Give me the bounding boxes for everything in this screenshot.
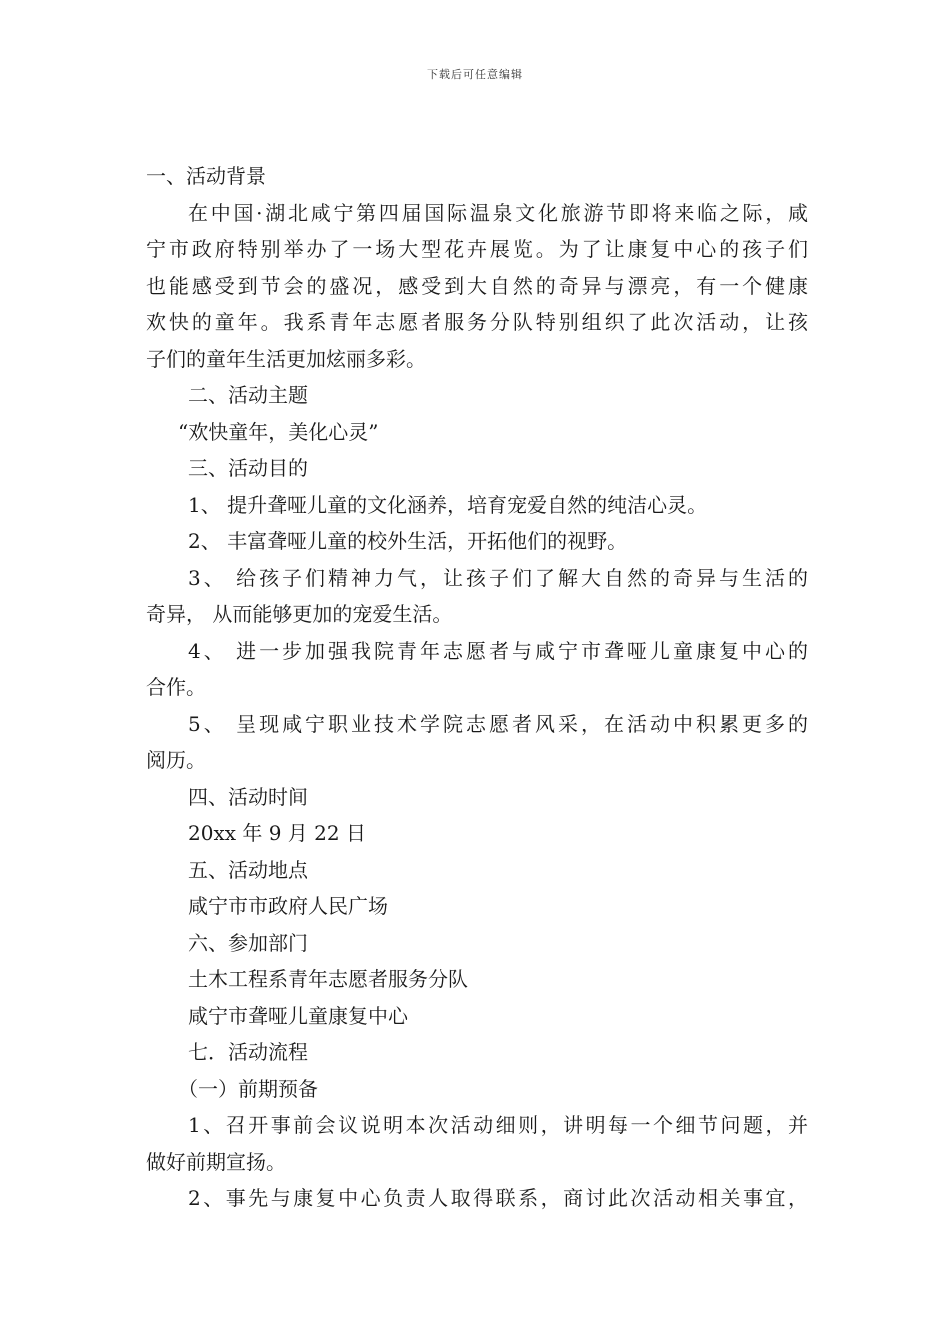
goal-item-3 [146,560,808,633]
goal-item-5 [146,706,808,779]
section-6-title: 六、参加部门 [188,930,308,955]
activity-location: 咸宁市市政府人民广场 [188,894,388,918]
page-header-note: 下载后可任意编辑 [427,68,523,81]
section-3-title: 三、活动目的 [188,456,308,480]
paragraph-line: 子们的童年生活更加炫丽多彩。 [146,346,426,371]
paragraph-line: 3、 给孩子们精神力气，让孩子们了解大自然的奇异与生活的 [188,565,808,590]
section-4-title: 四、活动时间 [188,784,308,809]
goal-item-4 [146,633,808,706]
activity-date: 20xx 年 9 月 22 日 [188,821,366,845]
document-body [146,158,808,1217]
activity-theme: “欢快童年，美化心灵” [178,419,379,444]
paragraph-line: 欢快的童年。我系青年志愿者服务分队特别组织了此次活动，让孩 [146,310,808,334]
prep-step-2 [146,1180,808,1217]
prep-step-1 [146,1107,808,1180]
section-7-title: 七．活动流程 [188,1040,308,1064]
paragraph-line: 5、 呈现咸宁职业技术学院志愿者风采，在活动中积累更多的 [188,711,808,736]
participating-dept-1: 土木工程系青年志愿者服务分队 [188,967,468,991]
section-1-title: 一、活动背景 [146,164,266,188]
paragraph-line: 合作。 [146,675,206,699]
section-1-paragraph [146,195,808,378]
paragraph-line: 1、召开事前会议说明本次活动细则，讲明每一个细节问题，并 [188,1113,808,1137]
section-5-title: 五、活动地点 [188,857,308,882]
goal-item-1: 1、 提升聋哑儿童的文化涵养，培育宠爱自然的纯洁心灵。 [188,492,708,517]
paragraph-line: 也能感受到节会的盛况，感受到大自然的奇异与漂亮，有一个健康 [146,273,808,298]
paragraph-line: 2、事先与康复中心负责人取得联系，商讨此次活动相关事宜， [188,1186,808,1210]
subsection-preparation-title: （一）前期预备 [178,1076,318,1101]
paragraph-line: 4、 进一步加强我院青年志愿者与咸宁市聋哑儿童康复中心的 [188,638,808,663]
paragraph-line: 奇异， 从而能够更加的宠爱生活。 [146,602,453,626]
paragraph-line: 阅历。 [146,748,206,772]
participating-dept-2: 咸宁市聋哑儿童康复中心 [188,1003,408,1028]
paragraph-line: 在中国·湖北咸宁第四届国际温泉文化旅游节即将来临之际，咸 [188,200,808,225]
goal-item-2: 2、 丰富聋哑儿童的校外生活，开拓他们的视野。 [188,529,628,553]
paragraph-line: 做好前期宣扬。 [146,1149,286,1174]
paragraph-line: 宁市政府特别举办了一场大型花卉展览。为了让康复中心的孩子们 [146,237,808,261]
section-2-title: 二、活动主题 [188,383,308,407]
